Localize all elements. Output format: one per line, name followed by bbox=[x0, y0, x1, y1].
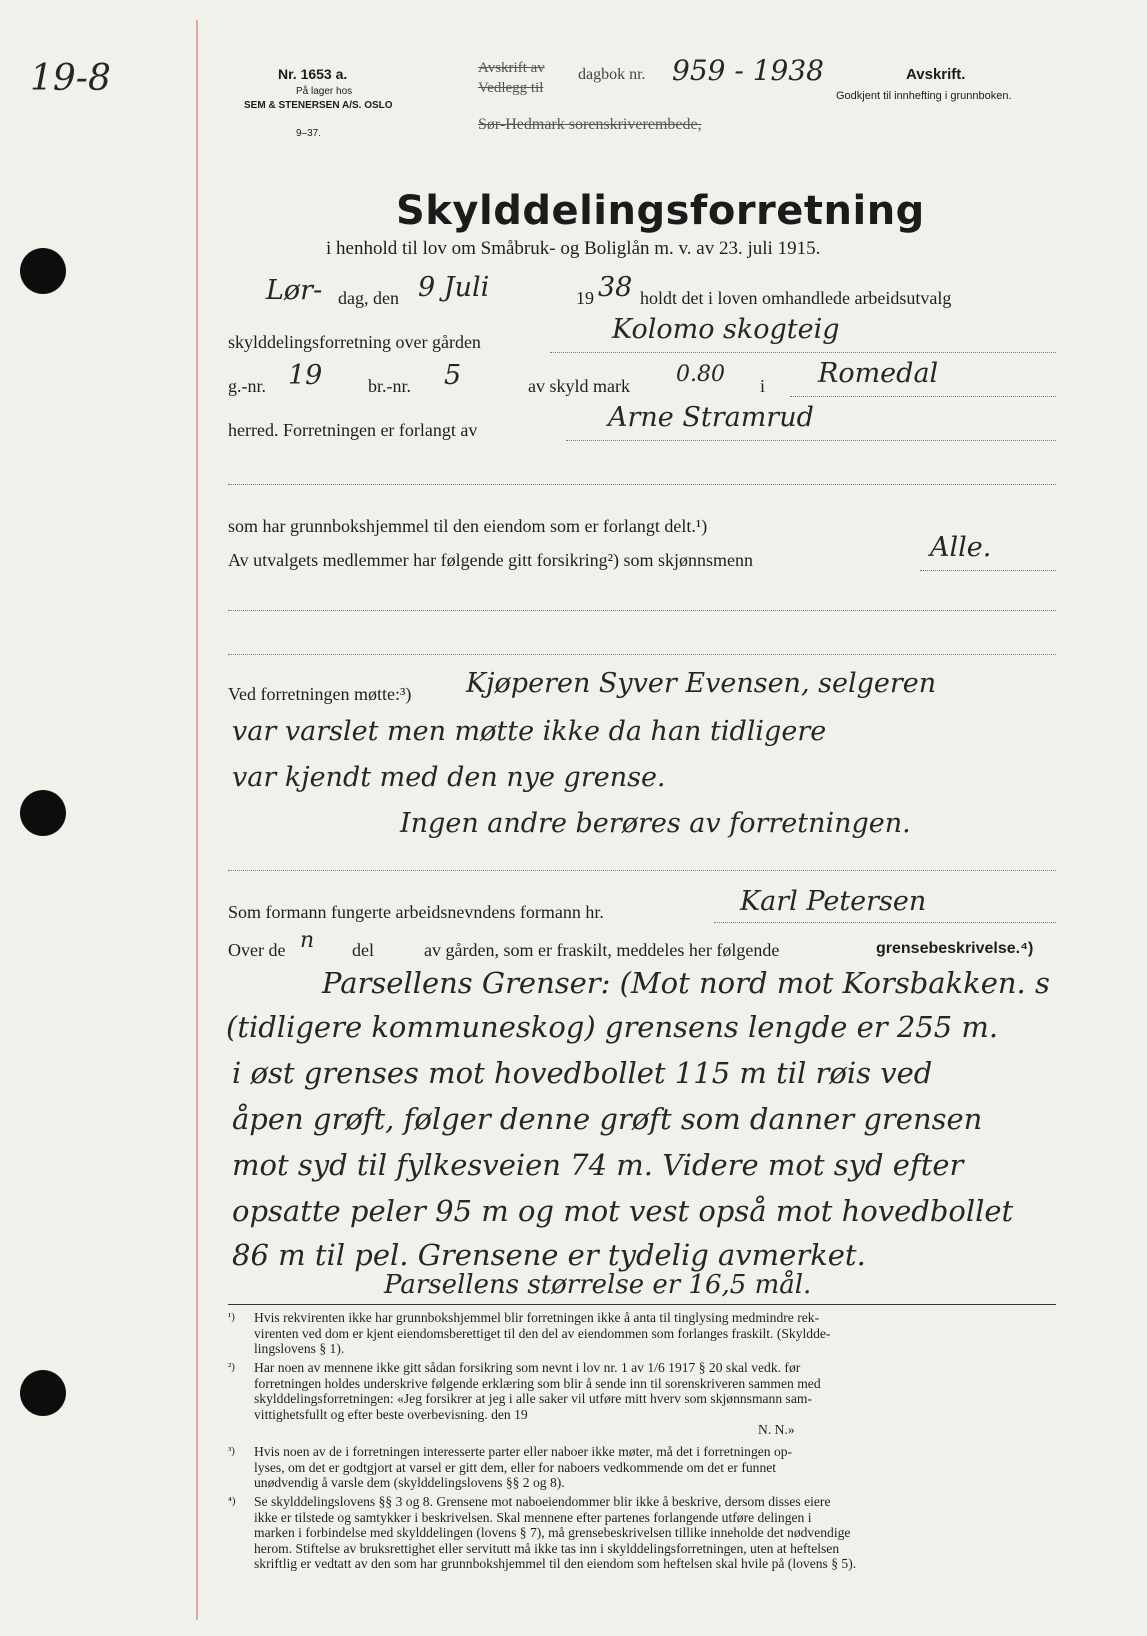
boundary-hw-6: opsatte peler 95 m og mot vest opså mot hovedbollet bbox=[232, 1194, 1014, 1228]
footnote-3-line: unødvendig å varsle dem (skylddelingslovens §§ 2 og 8). bbox=[254, 1475, 565, 1491]
boundary-hw-5: mot syd til fylkesveien 74 m. Videre mot syd efter bbox=[232, 1148, 964, 1182]
punch-hole-top bbox=[20, 248, 66, 294]
office-name: Sør-Hedmark sorenskriverembede, bbox=[478, 116, 702, 133]
gnr-label: g.-nr. bbox=[228, 376, 266, 396]
footnote-2-line: forretningen holdes underskrive følgende erklæring som blir å sende inn til sorenskriveren sammen med bbox=[254, 1375, 821, 1391]
footnote-2-line: Har noen av mennene ikke gitt sådan forsikring som nevnt i lov nr. 1 av 1/6 1917 § 20 skal vedk. før bbox=[254, 1360, 801, 1375]
margin-note: 19-8 bbox=[30, 58, 111, 99]
boundary-hw-8: Parsellens størrelse er 16,5 mål. bbox=[384, 1270, 812, 1300]
grunnbok-text: som har grunnbokshjemmel til den eiendom som er forlangt delt.¹) bbox=[228, 516, 708, 536]
footnote-1-num: ¹) bbox=[228, 1311, 235, 1323]
avskrift-label: Avskrift. bbox=[906, 66, 966, 83]
blank-line-1 bbox=[228, 484, 1056, 485]
utvalg-line bbox=[920, 570, 1056, 571]
requester-line bbox=[566, 440, 1056, 441]
printer-line1: På lager hos bbox=[296, 86, 353, 97]
skyld-label: av skyld mark bbox=[528, 376, 630, 396]
footnote-2-signature: N. N.» bbox=[758, 1422, 795, 1438]
weekday-hw: Lør- bbox=[266, 275, 323, 306]
attendees-hw-2: var varslet men møtte ikke da han tidligere bbox=[232, 716, 827, 747]
farm-line bbox=[550, 352, 1056, 353]
del-label: del bbox=[352, 940, 374, 960]
attendees-label: Ved forretningen møtte:³) bbox=[228, 684, 412, 704]
bnr-hw: 5 bbox=[444, 360, 462, 391]
requester-hw: Arne Stramrud bbox=[608, 402, 814, 433]
gnr-hw: 19 bbox=[288, 360, 323, 391]
blank-line-3 bbox=[228, 654, 1056, 655]
punch-hole-middle bbox=[20, 790, 66, 836]
utvalg-hw: Alle. bbox=[930, 532, 992, 563]
footnote-4-num: ⁴) bbox=[228, 1495, 236, 1507]
footnote-2-line: vittighetsfullt og efter beste overbevisning. den 19 bbox=[254, 1406, 528, 1422]
herred-line bbox=[790, 396, 1056, 397]
chairman-line bbox=[714, 922, 1056, 923]
farm-name-hw: Kolomo skogteig bbox=[612, 314, 840, 345]
over-den-label: Over de bbox=[228, 940, 286, 960]
year-prefix: 19 bbox=[576, 288, 594, 308]
punch-hole-bottom bbox=[20, 1370, 66, 1416]
footnote-1-line: virenten ved dom er kjent eiendomsberettiget til den del av eiendommen som forlanges fraskilt. (Skyldde- bbox=[254, 1325, 831, 1341]
form-number: Nr. 1653 a. bbox=[278, 66, 348, 82]
attendees-hw-1: Kjøperen Syver Evensen, selgeren bbox=[466, 668, 937, 699]
held-text: holdt det i loven omhandlede arbeidsutvalg bbox=[640, 288, 952, 308]
boundary-hw-3: i øst grenses mot hovedbollet 115 m til røis ved bbox=[232, 1056, 933, 1090]
vedlegg-til: Vedlegg til bbox=[478, 80, 544, 96]
footnote-2-num: ²) bbox=[228, 1361, 235, 1373]
day-label: dag, den bbox=[338, 288, 399, 308]
chairman-label: Som formann fungerte arbeidsnevndens formann hr. bbox=[228, 902, 604, 922]
margin-rule bbox=[196, 20, 198, 1620]
skyld-hw: 0.80 bbox=[676, 362, 725, 387]
attendees-hw-3: var kjendt med den nye grense. bbox=[232, 762, 666, 793]
bnr-label: br.-nr. bbox=[368, 376, 411, 396]
printer-date: 9–37. bbox=[296, 128, 322, 139]
document-title: Skylddelingsforretning bbox=[396, 188, 925, 234]
boundary-heading: grensebeskrivelse.⁴) bbox=[876, 940, 1034, 957]
footnote-3-line: lyses, om det er godtgjort at varsel er gitt dem, eller for naboers vedkommende om det er funnet bbox=[254, 1459, 777, 1475]
footnote-3-num: ³) bbox=[228, 1445, 235, 1457]
dagbok-label: dagbok nr. bbox=[578, 66, 646, 83]
approval-note: Godkjent til innhefting i grunnboken. bbox=[836, 90, 1012, 102]
date-hw: 9 Juli bbox=[418, 272, 490, 303]
attendees-hw-4: Ingen andre berøres av forretningen. bbox=[400, 808, 911, 839]
footnote-1-line: Hvis rekvirenten ikke har grunnbokshjemmel blir forretningen ikke å anta til tinglysing medmindre rek- bbox=[254, 1310, 820, 1325]
footnote-4-line: Se skylddelingslovens §§ 3 og 8. Grensene mot naboeiendommer blir ikke å beskrive, dersom disses eiere bbox=[254, 1494, 831, 1509]
dagbok-number: 959 - 1938 bbox=[672, 54, 824, 87]
blank-line-4 bbox=[228, 870, 1056, 871]
over-den-hw: n bbox=[300, 928, 315, 953]
herred-hw: Romedal bbox=[818, 358, 939, 389]
blank-line-2 bbox=[228, 610, 1056, 611]
boundary-intro: av gården, som er fraskilt, meddeles her følgende bbox=[424, 940, 780, 960]
boundary-hw-7: 86 m til pel. Grensene er tydelig avmerket. bbox=[232, 1238, 866, 1272]
footnote-1-line: lingslovens § 1). bbox=[254, 1341, 345, 1357]
footnote-4-line: skriftlig er vedtatt av den som har grunnbokshjemmel til den eiendom som heftelsen skal hvile på (lovens § 5). bbox=[254, 1556, 857, 1572]
requested-by-label: herred. Forretningen er forlangt av bbox=[228, 420, 478, 440]
footnote-1 bbox=[228, 1310, 1056, 1357]
boundary-hw-1: Parsellens Grenser: (Mot nord mot Korsbakken. s bbox=[322, 966, 1050, 1000]
footnote-4-line: marken i forbindelse med skylddelingen (lovens § 7), må grensebeskrivelsen tillike inneholde det nødvendige bbox=[254, 1525, 851, 1541]
year-hw: 38 bbox=[598, 272, 633, 303]
chairman-hw: Karl Petersen bbox=[740, 886, 927, 917]
printer-line2: SEM & STENERSEN A/S. OSLO bbox=[244, 100, 393, 111]
footnote-2 bbox=[228, 1360, 1056, 1438]
utvalg-text: Av utvalgets medlemmer har følgende gitt forsikring²) som skjønnsmenn bbox=[228, 550, 753, 570]
avskrift-av: Avskrift av bbox=[478, 60, 545, 76]
boundary-hw-4: åpen grøft, følger denne grøft som danner grensen bbox=[232, 1102, 983, 1136]
footnote-3 bbox=[228, 1444, 1056, 1491]
footnote-4-line: herom. Stiftelse av bruksrettighet eller servitutt må ikke tas inn i skylddelingsforretningen, uten at heftelsen bbox=[254, 1540, 840, 1556]
footnote-3-line: Hvis noen av de i forretningen interesserte parter eller naboer ikke møter, må det i forretningen op- bbox=[254, 1444, 793, 1459]
footnote-4-line: ikke er tilstede og samtykker i beskrivelsen. Skal mennene efter partenes forlangende utføre delingen i bbox=[254, 1509, 812, 1525]
footnote-2-line: skylddelingsforretningen: «Jeg forsikrer at jeg i alle saker vil utføre mitt hverv som skjønnsmann sam- bbox=[254, 1391, 812, 1407]
boundary-hw-2: (tidligere kommuneskog) grensens lengde er 255 m. bbox=[226, 1010, 999, 1044]
i-label: i bbox=[760, 376, 766, 396]
footnote-rule bbox=[228, 1304, 1056, 1305]
over-farm-label: skylddelingsforretning over gården bbox=[228, 332, 481, 352]
footnote-4 bbox=[228, 1494, 1056, 1572]
document-subtitle: i henhold til lov om Småbruk- og Boliglån m. v. av 23. juli 1915. bbox=[326, 238, 821, 259]
